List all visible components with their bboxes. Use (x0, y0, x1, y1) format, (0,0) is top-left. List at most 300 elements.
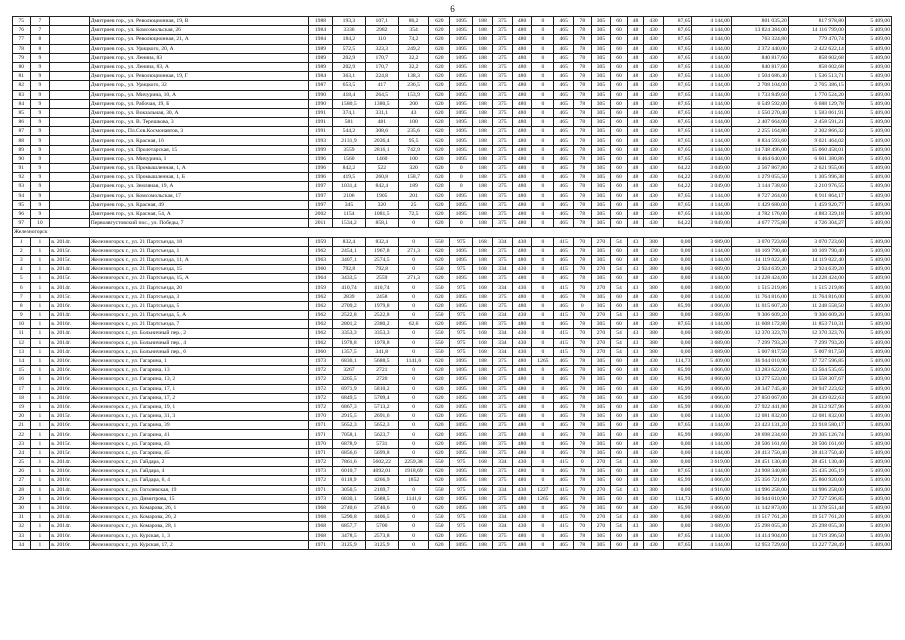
table-cell: 189 (398, 182, 429, 191)
table-cell: 28 413 750,40 (731, 448, 788, 457)
table-cell: 430 (644, 136, 664, 145)
table-cell: 305 (591, 375, 611, 384)
table-cell: 0 (398, 448, 429, 457)
table-cell: 430 (512, 347, 532, 356)
address-cell: Железногорск г., ул. Гагарина, 31, 3 (89, 412, 308, 421)
table-cell: 5290,8 (333, 513, 366, 522)
table-cell: 305 (591, 108, 611, 117)
table-cell: 48 (627, 164, 643, 173)
table-cell: 832,4 (365, 237, 398, 246)
table-cell: 0 (532, 467, 554, 476)
register-table (12, 16, 892, 550)
table-cell: 60 (611, 219, 627, 228)
table-cell: 60 (611, 191, 627, 200)
table-cell: 9 (30, 62, 50, 71)
address-cell: Железногорск г., ул. Гагарина, 19, 1 (89, 402, 308, 411)
table-cell: 1971 (308, 430, 332, 439)
table-cell: 20 (13, 412, 31, 421)
table-cell: 28 451 130,40 (788, 458, 845, 467)
table-cell: 0 (532, 265, 554, 274)
table-cell: 480 (512, 182, 532, 191)
table-cell: 43 (627, 522, 643, 531)
table-cell: 3 689,00 (692, 265, 731, 274)
table-cell: 48 (627, 255, 643, 264)
table-cell: 480 (512, 81, 532, 90)
table-cell: 5810,2 (365, 384, 398, 393)
table-cell: 415 (554, 237, 574, 246)
table-cell: 465 (554, 320, 574, 329)
table-cell: 480 (512, 356, 532, 365)
address-cell: Дмитриев гор., ул. Красная, 16 (89, 136, 308, 145)
table-cell: 78 (574, 108, 592, 117)
table-cell: 19 (13, 402, 31, 411)
table-cell: 4 066,00 (692, 384, 731, 393)
address-cell: Железногорск г., ул. Гагарина, 17, 1 (89, 384, 308, 393)
table-cell: 480 (512, 421, 532, 430)
table-cell: 5 409,00 (845, 513, 891, 522)
table-cell: 168 (473, 283, 493, 292)
table-cell: 5 409,00 (845, 274, 891, 283)
table-cell: 188 (473, 90, 493, 99)
table-cell: 0 (450, 164, 473, 173)
table-cell: 0 (398, 402, 429, 411)
table-cell: 0 (532, 402, 554, 411)
table-cell: 620 (429, 17, 450, 26)
table-cell: 5 409,00 (845, 329, 891, 338)
table-cell: 430 (644, 356, 664, 365)
table-cell: 305 (591, 118, 611, 127)
table-cell: 60 (611, 274, 627, 283)
table-cell: 430 (644, 494, 664, 503)
table-cell: 5 (13, 274, 31, 283)
table-cell: 87,65 (663, 200, 691, 209)
table-cell: 85,99 (663, 375, 691, 384)
table-cell: 620 (429, 53, 450, 62)
table-cell: 465 (554, 384, 574, 393)
table-cell: 480 (512, 191, 532, 200)
table-cell: 48 (627, 503, 643, 512)
table-cell: в. 2016г. (50, 467, 89, 476)
table-cell: 465 (554, 301, 574, 310)
table-cell: 3 210 976,55 (788, 182, 845, 191)
table-cell: 37 727 596,85 (788, 356, 845, 365)
table-cell: 334 (492, 347, 512, 356)
address-cell: Железногорск г., ул. 21 Партсъезда, 5 (89, 301, 308, 310)
table-cell: 1095 (450, 476, 473, 485)
table-cell: 0 (398, 513, 429, 522)
table-cell: в. 2016г. (50, 503, 89, 512)
table-cell: 188 (473, 219, 493, 228)
table-cell: 0 (450, 219, 473, 228)
table-row (13, 237, 892, 246)
table-cell: 4 066,00 (692, 476, 731, 485)
table-cell: 305 (591, 219, 611, 228)
table-cell: в. 2016г. (50, 531, 89, 540)
table-cell: 430 (644, 35, 664, 44)
table-cell: 334 (492, 329, 512, 338)
table-cell: 465 (554, 274, 574, 283)
table-cell: 5 409,00 (845, 265, 891, 274)
table-cell: 92 (13, 173, 31, 182)
table-cell: 4 144,00 (692, 108, 731, 117)
table-cell: 375 (492, 531, 512, 540)
table-cell: 36 944 010,90 (731, 356, 788, 365)
table-cell: 5 007 817,50 (731, 347, 788, 356)
table-cell: в. 2016г. (50, 366, 89, 375)
table-row (13, 503, 892, 512)
table-cell: 70 (574, 311, 592, 320)
table-row (13, 255, 892, 264)
table-cell: 817 978,80 (788, 17, 845, 26)
table-cell: 0 (398, 384, 429, 393)
table-cell: 60 (611, 301, 627, 310)
table-cell: 0 (532, 513, 554, 522)
table-cell: 550 (429, 485, 450, 494)
table-cell: 60 (611, 356, 627, 365)
table-cell: 43 (627, 513, 643, 522)
table-cell: 81 (13, 72, 31, 81)
table-cell: 0 (532, 118, 554, 127)
table-cell: 3433,5 (333, 274, 366, 283)
table-cell: 620 (429, 62, 450, 71)
table-cell: 620 (429, 200, 450, 209)
table-cell: 620 (429, 393, 450, 402)
table-cell: 5709,4 (365, 393, 398, 402)
table-cell: 54 (611, 338, 627, 347)
table-cell: 1095 (450, 375, 473, 384)
table-cell: 188 (473, 430, 493, 439)
table-cell: 48 (627, 26, 643, 35)
table-cell: 54 (611, 513, 627, 522)
table-cell: 48 (627, 154, 643, 163)
table-cell: 1095 (450, 209, 473, 218)
table-cell: 480 (512, 494, 532, 503)
table-cell: 87,65 (663, 145, 691, 154)
table-cell: 334 (492, 338, 512, 347)
table-cell: 620 (429, 72, 450, 81)
table-cell: 430 (512, 237, 532, 246)
table-cell: 1989 (308, 53, 332, 62)
table-cell: 1 (30, 347, 50, 356)
table-cell: 792,8 (365, 265, 398, 274)
table-cell: 375 (492, 430, 512, 439)
table-cell: 9 (30, 136, 50, 145)
table-cell: 4 144,00 (692, 531, 731, 540)
table-cell: в. 2015г. (50, 439, 89, 448)
table-cell: 305 (591, 72, 611, 81)
table-cell: 480 (512, 439, 532, 448)
table-cell: 1095 (450, 246, 473, 255)
table-cell (50, 108, 89, 117)
table-cell: 0 (398, 265, 429, 274)
table-cell: 43 (627, 458, 643, 467)
address-cell: Дмитриев гор., ул. Ленина, 83, А (89, 62, 308, 71)
table-cell: 12 953 729,60 (731, 540, 788, 549)
address-cell: Дмитриев гор., ул. Революционная, 19, В (89, 17, 308, 26)
table-cell: 380 (644, 522, 664, 531)
table-cell: 305 (591, 191, 611, 200)
table-cell: 5 409,00 (845, 301, 891, 310)
table-cell: 430 (512, 458, 532, 467)
table-cell: 78 (574, 467, 592, 476)
table-cell: 10 169 790,40 (788, 246, 845, 255)
table-cell: 85,99 (663, 503, 691, 512)
table-cell: 60 (611, 384, 627, 393)
table-cell: 375 (492, 118, 512, 127)
table-cell: 363,1 (333, 72, 366, 81)
table-cell: 480 (512, 301, 532, 310)
table-cell: 87,65 (663, 467, 691, 476)
table-cell: 84 (13, 99, 31, 108)
table-cell: в. 2016г. (50, 356, 89, 365)
table-cell: 4 066,00 (692, 393, 731, 402)
table-row (13, 145, 892, 154)
table-cell: 375 (492, 540, 512, 549)
address-cell: Железногорск г., ул. Гагарина, 45 (89, 448, 308, 457)
table-cell: 375 (492, 99, 512, 108)
table-cell (50, 136, 89, 145)
table-cell: 465 (554, 430, 574, 439)
table-cell: 3 049,00 (692, 219, 731, 228)
table-cell: 54 (611, 237, 627, 246)
table-cell: 375 (492, 209, 512, 218)
address-cell: Дмитриев гор., ул. Мичурина, 10, А (89, 90, 308, 99)
table-cell: 202,9 (333, 62, 366, 71)
table-cell: 78 (574, 476, 592, 485)
table-cell: 60 (611, 173, 627, 182)
table-cell: 430 (512, 311, 532, 320)
table-cell: 83 (13, 90, 31, 99)
table-cell: 78 (574, 384, 592, 393)
table-cell: 375 (492, 145, 512, 154)
table-cell: 375 (492, 503, 512, 512)
table-cell: 6856,6 (333, 448, 366, 457)
address-cell: Железногорск г., ул. Гагарина, 1 (89, 356, 308, 365)
table-cell (50, 62, 89, 71)
address-cell: Железногорск г., ул. Димитрова, 15 (89, 494, 308, 503)
table-cell: 170,7 (365, 62, 398, 71)
table-cell: 305 (591, 531, 611, 540)
table-cell: 430 (644, 448, 664, 457)
table-cell (50, 209, 89, 218)
table-cell: 12 (13, 338, 31, 347)
table-cell: 2915,5 (333, 412, 366, 421)
table-cell: 842,2 (333, 164, 366, 173)
address-cell: Железногорск г., ул. Больничный пер., 4 (89, 338, 308, 347)
table-cell: 620 (429, 356, 450, 365)
table-cell: 334 (492, 522, 512, 531)
table-cell: 465 (554, 292, 574, 301)
table-cell (50, 26, 89, 35)
table-cell: 28 947 223,62 (788, 384, 845, 393)
table-cell: в. 2015г. (50, 274, 89, 283)
table-cell: 60 (611, 320, 627, 329)
table-cell: 28 439 022,63 (788, 393, 845, 402)
table-cell: 0 (398, 412, 429, 421)
table-row (13, 173, 892, 182)
table-cell: 188 (473, 53, 493, 62)
table-cell: 6 (13, 283, 31, 292)
table-cell: 0 (532, 384, 554, 393)
table-cell: 4 144,00 (692, 99, 731, 108)
table-cell: 0,00 (663, 329, 691, 338)
table-cell: 1095 (450, 503, 473, 512)
table-cell: 430 (644, 375, 664, 384)
table-cell: 78 (574, 127, 592, 136)
table-cell: 48 (627, 136, 643, 145)
table-cell: 60 (611, 53, 627, 62)
table-cell: 465 (554, 145, 574, 154)
table-cell: 7861,6 (333, 458, 366, 467)
table-cell: 430 (512, 338, 532, 347)
table-cell: 5 409,00 (845, 531, 891, 540)
table-cell: 465 (554, 182, 574, 191)
table-cell: 380 (644, 237, 664, 246)
table-cell: 78 (574, 246, 592, 255)
table-cell: 5 409,00 (845, 182, 891, 191)
table-cell: 158,7 (398, 173, 429, 182)
table-cell: 1970 (308, 412, 332, 421)
table-cell: 620 (429, 90, 450, 99)
table-cell: 1 (30, 485, 50, 494)
table-cell: 375 (492, 356, 512, 365)
table-cell: 5 409,00 (845, 44, 891, 53)
table-cell (50, 17, 89, 26)
address-cell: Железногорск г., ул. Гоголевская, 19 (89, 485, 308, 494)
table-row (13, 274, 892, 283)
table-cell: 0 (532, 255, 554, 264)
table-cell: 188 (473, 44, 493, 53)
address-cell: Железногорск г., ул. Гагарина, 43 (89, 439, 308, 448)
table-cell: 78 (574, 72, 592, 81)
table-cell: 188 (473, 448, 493, 457)
table-cell: 1095 (450, 255, 473, 264)
table-cell: 1968 (308, 503, 332, 512)
table-cell: 0 (532, 366, 554, 375)
table-cell: 10 169 790,40 (731, 246, 788, 255)
table-cell: 28 451 130,40 (731, 458, 788, 467)
table-cell: 0 (532, 347, 554, 356)
table-cell: 0 (398, 219, 429, 228)
table-cell: 419,5 (333, 173, 366, 182)
table-cell: 779 470,74 (788, 35, 845, 44)
table-cell: 544,2 (333, 127, 366, 136)
table-cell: 550 (429, 329, 450, 338)
table-cell: 188 (473, 494, 493, 503)
table-cell: 2 708 104,00 (731, 81, 788, 90)
table-cell: 3 689,00 (692, 513, 731, 522)
table-cell: 6 601 380,86 (788, 154, 845, 163)
table-cell: 0 (532, 164, 554, 173)
table-cell: 375 (492, 412, 512, 421)
table-cell: 2380,2 (365, 320, 398, 329)
table-cell: 15 (13, 366, 31, 375)
table-cell: 85,99 (663, 402, 691, 411)
table-cell: 1905 (365, 191, 398, 200)
table-cell: 3050,5 (333, 485, 366, 494)
table-cell: 5 409,00 (845, 118, 891, 127)
table-cell: 1984 (308, 35, 332, 44)
table-cell: 87,65 (663, 81, 691, 90)
table-row (13, 62, 892, 71)
table-cell: 0 (532, 17, 554, 26)
table-cell: 4 144,00 (692, 292, 731, 301)
table-cell: 380 (644, 265, 664, 274)
table-cell: 4 144,00 (692, 118, 731, 127)
table-cell: 4 144,00 (692, 127, 731, 136)
table-cell: 0 (398, 540, 429, 549)
table-cell: 858 602,68 (788, 62, 845, 71)
table-cell: в. 2016г. (50, 301, 89, 310)
table-cell: 23 918 580,17 (788, 421, 845, 430)
table-cell: 6118,9 (333, 476, 366, 485)
table-cell: 305 (591, 17, 611, 26)
table-cell: 60 (611, 402, 627, 411)
table-cell: 54 (611, 347, 627, 356)
table-cell: 11 142 873,00 (731, 503, 788, 512)
table-cell: 1972 (308, 476, 332, 485)
table-cell: 48 (627, 301, 643, 310)
table-cell: 430 (644, 246, 664, 255)
table-cell: 375 (492, 53, 512, 62)
table-cell: 200 (398, 99, 429, 108)
table-cell: 60 (611, 35, 627, 44)
table-cell: 430 (644, 81, 664, 90)
table-cell: 14 414 904,00 (731, 531, 788, 540)
table-cell: 305 (591, 476, 611, 485)
table-cell: 0 (532, 503, 554, 512)
table-cell: 138,3 (398, 72, 429, 81)
table-body-zheleznogorsk (13, 237, 892, 549)
table-cell: 1031,4 (333, 182, 366, 191)
table-cell: 9 306 609,20 (788, 311, 845, 320)
table-cell: 305 (591, 412, 611, 421)
table-cell: 2169,7 (365, 485, 398, 494)
table-cell: 550 (429, 265, 450, 274)
table-cell: 1095 (450, 154, 473, 163)
table-cell: 60 (611, 90, 627, 99)
table-cell: 91 (13, 164, 31, 173)
table-cell: 465 (554, 62, 574, 71)
table-cell: 43 (398, 108, 429, 117)
table-cell: 1 (30, 366, 50, 375)
table-cell: 480 (512, 412, 532, 421)
table-cell: 78 (574, 255, 592, 264)
table-cell: 93 (13, 182, 31, 191)
table-cell: 70 (574, 283, 592, 292)
table-cell: 87,65 (663, 44, 691, 53)
table-cell: 100 (398, 154, 429, 163)
table-cell: 0,00 (663, 265, 691, 274)
table-cell: 48 (627, 182, 643, 191)
table-cell: 430 (512, 283, 532, 292)
table-cell: 465 (554, 494, 574, 503)
table-cell: 620 (429, 118, 450, 127)
table-cell: 0,00 (663, 485, 691, 494)
table-cell: 9 306 609,20 (731, 311, 788, 320)
table-cell: 1959 (308, 283, 332, 292)
table-cell: 12 370 323,70 (788, 329, 845, 338)
table-cell: 375 (492, 35, 512, 44)
table-cell: 5 409,00 (845, 467, 891, 476)
table-cell: 54 (611, 265, 627, 274)
address-cell: Железногорск г., ул. Гайдара, 6, 4 (89, 476, 308, 485)
table-cell: 25 298 055,30 (731, 522, 788, 531)
table-cell: 5 007 817,50 (788, 347, 845, 356)
table-cell: 24 908 340,80 (731, 467, 788, 476)
table-cell: 5 409,00 (845, 421, 891, 430)
table-cell: 0 (532, 439, 554, 448)
